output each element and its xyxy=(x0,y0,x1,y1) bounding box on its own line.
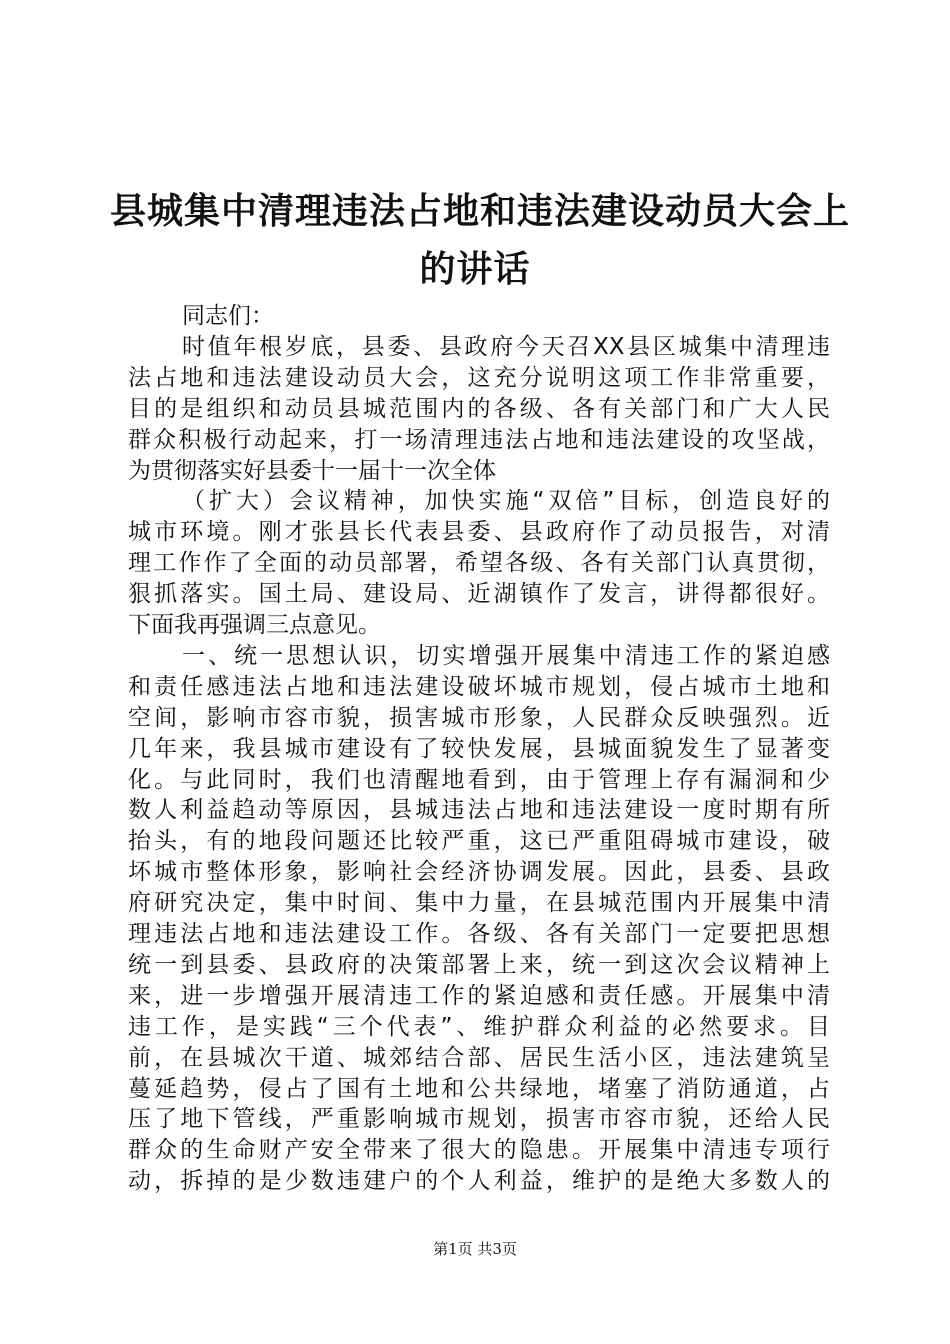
body-text-line: 为贯彻落实好县委十一届十一次全体 xyxy=(128,458,496,484)
body-text-line: 几年来，我县城市建设有了较快发展，县城面貌发生了显著变 xyxy=(128,736,830,762)
body-text-line: 来，进一步增强开展清违工作的紧迫感和责任感。开展集中清 xyxy=(128,983,830,1009)
body-text-line: 城市环境。刚才张县长代表县委、县政府作了动员报告，对清 xyxy=(128,519,830,545)
body-text-line: （扩大）会议精神，加快实施“双倍”目标，创造良好的 xyxy=(182,488,830,514)
body-text-line: 府研究决定，集中时间、集中力量，在县城范围内开展集中清 xyxy=(128,890,830,916)
document-title-line-1: 县城集中清理违法占地和违法建设动员大会上 xyxy=(110,190,851,232)
body-text-line: 动，拆掉的是少数违建户的个人利益，维护的是绝大多数人的 xyxy=(128,1168,830,1194)
body-text-line: 违工作，是实践“三个代表”、维护群众利益的必然要求。目 xyxy=(128,1014,830,1040)
body-text-line: 目的是组织和动员县城范围内的各级、各有关部门和广大人民 xyxy=(128,396,830,422)
body-text-line: 蔓延趋势，侵占了国有土地和公共绿地，堵塞了消防通道，占 xyxy=(128,1076,830,1102)
body-text-line: 狠抓落实。国土局、建设局、近湖镇作了发言，讲得都很好。 xyxy=(128,581,830,607)
body-text-line: 前，在县城次干道、城郊结合部、居民生活小区，违法建筑呈 xyxy=(128,1045,830,1071)
body-text-line: 理违法占地和违法建设工作。各级、各有关部门一定要把思想 xyxy=(128,921,830,947)
body-text-line: 群众积极行动起来，打一场清理违法占地和违法建设的攻坚战， xyxy=(128,427,830,453)
body-text-line: 坏城市整体形象，影响社会经济协调发展。因此，县委、县政 xyxy=(128,859,830,885)
body-text-line: 统一到县委、县政府的决策部署上来，统一到这次会议精神上 xyxy=(128,952,830,978)
body-text-line: 法占地和违法建设动员大会，这充分说明这项工作非常重要， xyxy=(128,365,830,391)
body-text-line: 同志们： xyxy=(182,303,274,329)
body-text-line: 数人利益趋动等原因，县城违法占地和违法建设一度时期有所 xyxy=(128,797,830,823)
body-text-line: 和责任感违法占地和违法建设破坏城市规划，侵占城市土地和 xyxy=(128,674,830,700)
body-text-line: 下面我再强调三点意见。 xyxy=(128,612,381,638)
body-text-line: 空间，影响市容市貌，损害城市形象，人民群众反映强烈。近 xyxy=(128,705,830,731)
body-text-line: 压了地下管线，严重影响城市规划，损害市容市貌，还给人民 xyxy=(128,1106,830,1132)
body-text-line: 时值年根岁底，县委、县政府今天召XX县区城集中清理违 xyxy=(182,334,830,360)
body-text-line: 抬头，有的地段问题还比较严重，这已严重阻碍城市建设，破 xyxy=(128,828,830,854)
body-text-line: 化。与此同时，我们也清醒地看到，由于管理上存有漏洞和少 xyxy=(128,767,830,793)
body-text-line: 理工作作了全面的动员部署，希望各级、各有关部门认真贯彻， xyxy=(128,550,830,576)
body-text-line: 一、统一思想认识，切实增强开展集中清违工作的紧迫感 xyxy=(182,643,830,669)
body-text-line: 群众的生命财产安全带来了很大的隐患。开展集中清违专项行 xyxy=(128,1137,830,1163)
page-footer: 第1页 共3页 xyxy=(433,1240,517,1258)
document-title-line-2: 的讲话 xyxy=(419,248,531,290)
